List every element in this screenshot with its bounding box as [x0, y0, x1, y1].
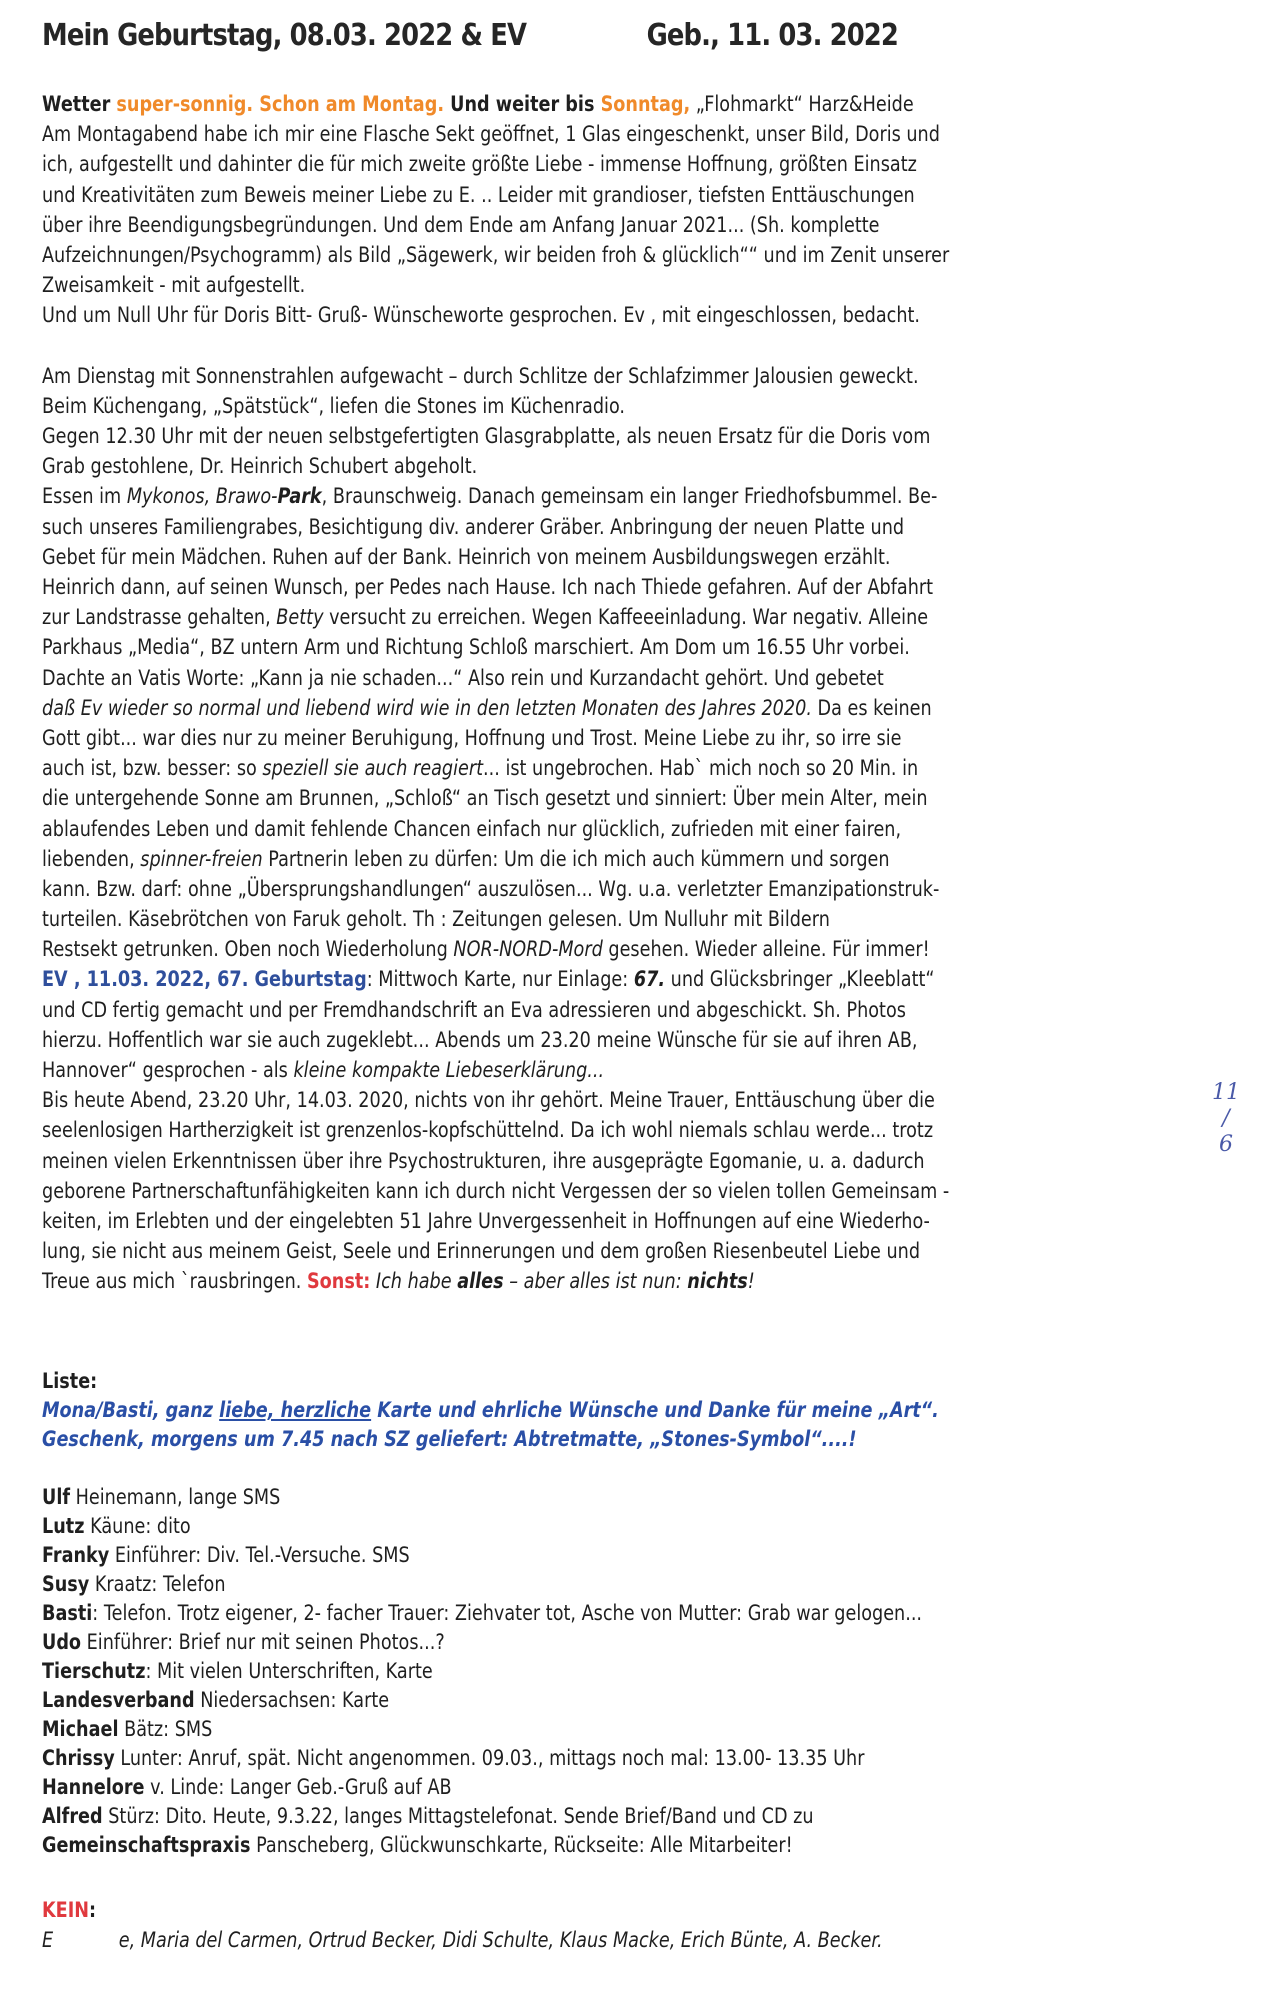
- list-highlight-line: [42, 1396, 1190, 1425]
- list-item-name: Udo: [42, 1630, 82, 1655]
- paragraph-line: ich, aufgestellt und dahinter die für mich zweite größte Liebe - immense Hoffnung, größten Einsatz: [42, 152, 917, 178]
- title-part-1: Mein Geburtstag, 08.03. 2022 & EV: [42, 18, 527, 53]
- text-bold: Wetter: [42, 92, 117, 117]
- paragraph-line: lung, sie nicht aus meinem Geist, Seele und Erinnerungen und dem großen Riesenbeutel Liebe und: [42, 1239, 921, 1265]
- paragraph-line: Zweisamkeit - mit aufgestellt.: [42, 273, 306, 299]
- text: „Flohmarkt“ Harz&Heide: [690, 92, 914, 117]
- text-underlined: liebe, herzliche: [219, 1398, 372, 1423]
- list-item-name: Franky: [42, 1543, 110, 1568]
- paragraph-line: Grab gestohlene, Dr. Heinrich Schubert abgeholt.: [42, 454, 478, 480]
- text-italic: NOR-NORD-Mord: [453, 937, 603, 963]
- page-title: [42, 18, 898, 53]
- paragraph-line: Dachte an Vatis Worte: „Kann ja nie schaden...“ Also rein und Kurzandacht gehört. Und gebetet: [42, 665, 884, 691]
- text-italic: daß Ev wieder so normal und liebend wird wie in den letzten Monaten des Jahres 2020.: [42, 695, 812, 721]
- list-item-name: Tierschutz: [42, 1659, 146, 1684]
- text: e, Maria del Carmen, Ortrud Becker, Didi Schulte, Klaus Macke, Erich Bünte, A. Becker.: [118, 1928, 883, 1954]
- text-bold-italic: Park: [277, 484, 322, 510]
- text: Partnerin leben zu dürfen: Um die ich mich auch kümmern und sorgen: [262, 846, 890, 872]
- text-bold: Und weiter bis: [444, 92, 601, 117]
- text: gesehen. Wieder alleine. Für immer!: [602, 937, 930, 963]
- paragraph-line: [42, 482, 1190, 512]
- paragraph-line: Gott gibt... war dies nur zu meiner Beruhigung, Hoffnung und Trost. Meine Liebe zu ihr, so irre sie: [42, 725, 902, 751]
- text: auch ist, bzw. besser: so: [42, 756, 263, 782]
- paragraph-line: [42, 845, 1190, 875]
- list-item-name: Hannelore: [42, 1775, 145, 1800]
- list-item-name: Alfred: [42, 1804, 103, 1829]
- paragraph-line: Parkhaus „Media“, BZ untern Arm und Richtung Schloß marschiert. Am Dom um 16.55 Uhr vorbei.: [42, 635, 910, 661]
- paragraph-line: Am Montagabend habe ich mir eine Flasche Sekt geöffnet, 1 Glas eingeschenkt, unser Bild, Doris und: [42, 122, 940, 148]
- paragraph-line: Gegen 12.30 Uhr mit der neuen selbstgefertigten Glasgrabplatte, als neuen Ersatz für die Doris vom: [42, 424, 931, 450]
- list-item-name: Ulf: [42, 1485, 71, 1510]
- list-item: [42, 1686, 1190, 1715]
- list-item-text: : Mit vielen Unterschriften, Karte: [145, 1659, 433, 1684]
- redacted-area: [53, 1926, 119, 1956]
- list-item-text: Kraatz: Telefon: [89, 1572, 226, 1597]
- paragraph-line: Und um Null Uhr für Doris Bitt- Gruß- Wünscheworte gesprochen. Ev , mit eingeschlossen, bedacht.: [42, 303, 921, 329]
- text: Karte und ehrliche Wünsche und Danke für meine „Art“.: [371, 1398, 939, 1423]
- handwriting-text: 11 / 6: [1212, 1080, 1240, 1157]
- list-item-text: Käune: dito: [84, 1514, 191, 1539]
- list-item: [42, 1831, 1190, 1860]
- list-item-text: Heinemann, lange SMS: [70, 1485, 281, 1510]
- paragraph-line: [42, 935, 1190, 965]
- birthday-heading: EV , 11.03. 2022, 67. Geburtstag: [42, 967, 367, 993]
- spacer: [42, 1454, 1190, 1483]
- text-italic: kleine kompakte Liebeserklärung...: [293, 1058, 605, 1083]
- list-item-text: Lunter: Anruf, spät. Nicht angenommen. 09.03., mittags noch mal: 13.00- 13.35 Uhr: [114, 1746, 865, 1771]
- list-heading: Liste:: [42, 1369, 98, 1394]
- list-item: [42, 1628, 1190, 1657]
- text: Treue aus mich `rausbringen.: [42, 1269, 307, 1295]
- paragraph-line: hierzu. Hoffentlich war sie auch zugeklebt... Abends um 23.20 meine Wünsche für sie auf ihren AB,: [42, 1027, 918, 1053]
- paragraph-line: Heinrich dann, auf seinen Wunsch, per Pedes nach Hause. Ich nach Thiede gefahren. Auf der Abfahrt: [42, 575, 934, 600]
- list-item: [42, 1599, 1190, 1628]
- text: Restsekt getrunken. Oben noch Wiederholung: [42, 937, 454, 963]
- paragraph-line: [42, 1056, 1190, 1086]
- paragraph-line: und CD fertig gemacht und per Fremdhandschrift an Eva adressieren und abgeschickt. Sh. Photos: [42, 997, 906, 1023]
- diary-body: [42, 90, 1190, 1298]
- text-orange: super-sonnig. Schon am Montag.: [116, 92, 445, 117]
- paragraph-line: die untergehende Sonne am Brunnen, „Schloß“ an Tisch gesetzt und sinniert: Über mein Alter, mein: [42, 786, 928, 812]
- paragraph-line: über ihre Beendigungsbegründungen. Und dem Ende am Anfang Januar 2021... (Sh. komplette: [42, 212, 880, 238]
- text-italic: – aber alles ist nun:: [503, 1269, 688, 1295]
- list-item-text: : Telefon. Trotz eigener, 2- facher Trauer: Ziehvater tot, Asche von Mutter: Grab war gelogen...: [92, 1601, 923, 1626]
- list-item: [42, 1657, 1190, 1686]
- kein-names: [42, 1926, 1190, 1956]
- text: : Mittwoch Karte, nur Einlage:: [366, 967, 634, 993]
- kein-heading: [42, 1896, 1190, 1926]
- list-item-name: Michael: [42, 1717, 119, 1742]
- text: Hannover“ gesprochen - als: [42, 1058, 294, 1083]
- text-bold-italic: 67.: [633, 967, 666, 993]
- paragraph-line: [42, 603, 1190, 633]
- paragraph-line: geborene Partnerschaftunfähigkeiten kann ich durch nicht Vergessen der so vielen tollen Gemeinsam -: [42, 1178, 950, 1204]
- list-item: [42, 1715, 1190, 1744]
- list-highlight-line: Geschenk, morgens um 7.45 nach SZ geliefert: Abtretmatte, „Stones-Symbol“....!: [42, 1427, 857, 1452]
- text: ... ist ungebrochen. Hab` mich noch so 20 Min. in: [483, 756, 919, 782]
- paragraph-line: [42, 754, 1190, 784]
- paragraph-line: und Kreativitäten zum Beweis meiner Liebe zu E. .. Leider mit grandioser, tiefsten Enttäuschungen: [42, 182, 915, 208]
- text: versucht zu erreichen. Wegen Kaffeeeinladung. War negativ. Alleine: [323, 605, 929, 631]
- list-item: [42, 1744, 1190, 1773]
- paragraph-line: Gebet für mein Mädchen. Ruhen auf der Bank. Heinrich von meinem Ausbildungswegen erzählt.: [42, 544, 891, 570]
- text-italic: speziell sie auch reagiert: [262, 756, 484, 782]
- gratulations-list: [42, 1367, 1190, 1860]
- list-item-text: Stürz: Dito. Heute, 9.3.22, langes Mittagstelefonat. Sende Brief/Band und CD zu: [102, 1804, 814, 1829]
- paragraph-line: such unseres Familiengrabes, Besichtigung div. anderer Gräber. Anbringung der neuen Platte und: [42, 514, 905, 540]
- list-item-name: Susy: [42, 1572, 90, 1597]
- list-items: [42, 1483, 1190, 1860]
- list-item-text: Panscheberg, Glückwunschkarte, Rückseite: Alle Mitarbeiter!: [250, 1833, 793, 1858]
- list-item-name: Chrissy: [42, 1746, 115, 1771]
- paragraph-line: ablaufendes Leben und damit fehlende Chancen einfach nur glücklich, zufrieden mit einer fairen,: [42, 816, 902, 842]
- list-item-name: Gemeinschaftspraxis: [42, 1833, 251, 1858]
- list-item: [42, 1541, 1190, 1570]
- text: zur Landstrasse gehalten,: [42, 605, 277, 631]
- text-orange: Sonntag,: [600, 92, 691, 117]
- list-item-name: Landesverband: [42, 1688, 195, 1713]
- text: :: [89, 1898, 97, 1923]
- text: Mona/Basti, ganz: [42, 1398, 220, 1423]
- text-italic: Ich habe: [370, 1269, 458, 1295]
- text: Essen im: [42, 484, 127, 510]
- text: und Glücksbringer „Kleeblatt“: [665, 967, 935, 993]
- text-italic: !: [747, 1269, 755, 1295]
- paragraph-line: seelenlosigen Hartherzigkeit ist grenzenlos-kopfschüttelnd. Da ich wohl niemals schlau werde... trotz: [42, 1118, 934, 1144]
- text-bold-italic: nichts: [687, 1269, 748, 1295]
- title-part-2: Geb., 11. 03. 2022: [646, 18, 898, 53]
- paragraph-line: Bis heute Abend, 23.20 Uhr, 14.03. 2020, nichts von ihr gehört. Meine Trauer, Enttäuschung über die: [42, 1088, 935, 1114]
- text: liebenden,: [42, 846, 141, 872]
- list-item-name: Basti: [42, 1601, 93, 1626]
- list-item-text: Niedersachsen: Karte: [194, 1688, 390, 1713]
- handwritten-mark: [1196, 1080, 1256, 1250]
- paragraph-line: [42, 694, 1190, 724]
- list-item: [42, 1483, 1190, 1512]
- list-item: [42, 1512, 1190, 1541]
- list-item-text: Bätz: SMS: [118, 1717, 213, 1742]
- text-italic: Betty: [276, 605, 324, 631]
- text-red: Sonst:: [306, 1269, 371, 1295]
- text: E: [42, 1928, 54, 1954]
- paragraph-line: meinen vielen Erkenntnissen über ihre Psychostrukturen, ihre ausgeprägte Egomanie, u. a. dadurch: [42, 1148, 925, 1174]
- paragraph-line: Aufzeichnungen/Psychogramm) als Bild „Sägewerk, wir beiden froh & glücklich““ und im Zenit unserer: [42, 242, 950, 268]
- text: Da es keinen: [811, 695, 932, 721]
- text-bold-italic: alles: [457, 1269, 504, 1295]
- text-italic: spinner-freien: [140, 846, 263, 872]
- kein-section: [42, 1896, 1190, 1956]
- list-item: [42, 1773, 1190, 1802]
- paragraph-line: turteilen. Käsebrötchen von Faruk geholt. Th : Zeitungen gelesen. Um Nulluhr mit Bildern: [42, 907, 830, 933]
- paragraph-line: [42, 90, 1190, 120]
- list-item-name: Lutz: [42, 1514, 85, 1539]
- paragraph-line: [42, 965, 1190, 995]
- text: , Braunschweig. Danach gemeinsam ein langer Friedhofsbummel. Be-: [321, 484, 938, 510]
- list-item-text: v. Linde: Langer Geb.-Gruß auf AB: [144, 1775, 452, 1800]
- list-item-text: Einführer: Div. Tel.-Versuche. SMS: [109, 1543, 410, 1568]
- list-item: [42, 1570, 1190, 1599]
- paragraph-line: [42, 1267, 1190, 1297]
- list-item: [42, 1802, 1190, 1831]
- text-italic: Mykonos, Brawo-: [126, 484, 278, 510]
- list-item-text: Einführer: Brief nur mit seinen Photos...?: [81, 1630, 445, 1655]
- spacer: [42, 332, 1190, 362]
- paragraph-line: Beim Küchengang, „Spätstück“, liefen die Stones im Küchenradio.: [42, 393, 626, 419]
- kein-label: KEIN: [42, 1898, 90, 1923]
- paragraph-line: keiten, im Erlebten und der eingelebten 51 Jahre Unvergessenheit in Hoffnungen auf eine Wiederho-: [42, 1208, 930, 1234]
- paragraph-line: Am Dienstag mit Sonnenstrahlen aufgewacht – durch Schlitze der Schlafzimmer Jalousien geweckt.: [42, 363, 919, 389]
- paragraph-line: kann. Bzw. darf: ohne „Übersprungshandlungen“ auszulösen... Wg. u.a. verletzter Emanzipationstruk-: [42, 876, 940, 902]
